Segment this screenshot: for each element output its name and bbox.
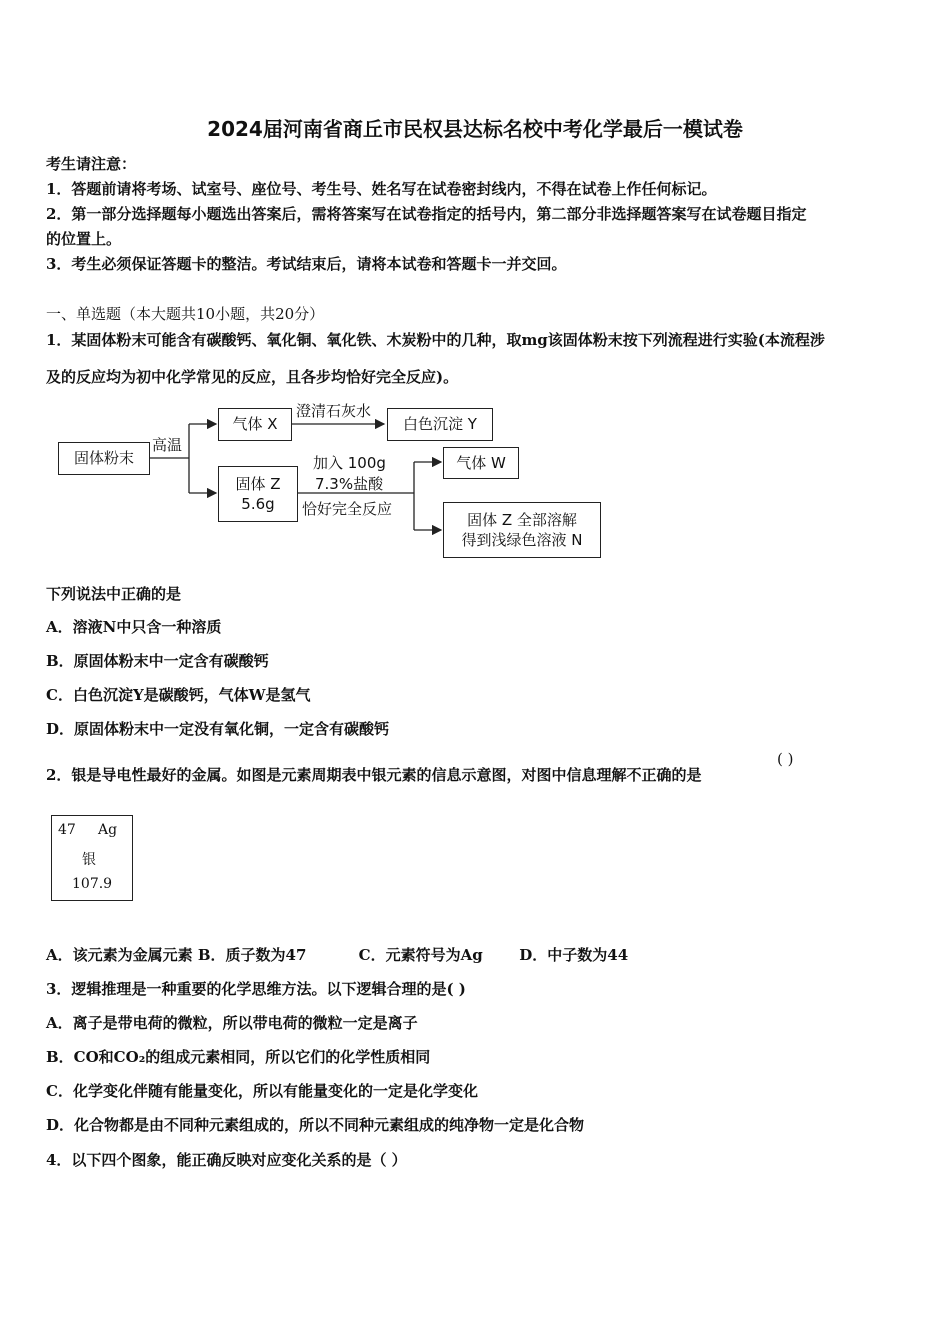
element-mass: 107.9 — [72, 876, 113, 892]
q1-option-b: B．原固体粉末中一定含有碳酸钙 — [46, 652, 269, 670]
flow-solution-n — [443, 502, 601, 558]
q2-answer-paren: ( ) — [777, 750, 794, 768]
page-title: 2024届河南省商丘市民权县达标名校中考化学最后一模试卷 — [207, 117, 743, 141]
notice-heading: 考生请注意： — [46, 155, 137, 173]
flow-gas-w: 气体 W — [443, 447, 519, 479]
q3-stem: 3．逻辑推理是一种重要的化学思维方法。以下逻辑合理的是( ) — [46, 980, 466, 998]
q3-option-d: D．化合物都是由不同种元素组成的，所以不同种元素组成的纯净物一定是化合物 — [46, 1116, 585, 1134]
q3-option-c: C．化学变化伴随有能量变化，所以有能量变化的一定是化学变化 — [46, 1082, 478, 1100]
element-card — [51, 815, 133, 901]
q2-stem: 2．银是导电性最好的金属。如图是元素周期表中银元素的信息示意图，对图中信息理解不正确的是 — [46, 766, 702, 784]
element-name: 银 — [82, 852, 96, 868]
solution-n-line2: 得到浅绿色溶液 N — [461, 531, 583, 549]
flow-acid-condition: 恰好完全反应 — [302, 500, 393, 518]
notice-item: 3．考生必须保证答题卡的整洁。考试结束后，请将本试卷和答题卡一并交回。 — [46, 255, 567, 273]
solid-z-label: 固体 Z — [235, 474, 281, 493]
flow-acid-concentration: 7.3%盐酸 — [315, 475, 384, 493]
element-symbol: Ag — [98, 822, 118, 838]
q2-options: A．该元素为金属元素 B．质子数为47 C．元素符号为Ag D．中子数为44 — [46, 946, 629, 964]
notice-item: 的位置上。 — [46, 230, 122, 248]
q1-stem-cont: 及的反应均为初中化学常见的反应，且各步均恰好完全反应)。 — [46, 368, 459, 386]
q3-option-a: A．离子是带电荷的微粒，所以带电荷的微粒一定是离子 — [46, 1014, 418, 1032]
q1-option-d: D．原固体粉末中一定没有氧化铜，一定含有碳酸钙 — [46, 720, 390, 738]
q1-option-c: C．白色沉淀Y是碳酸钙，气体W是氢气 — [46, 686, 311, 704]
flow-acid-amount: 加入 100g — [313, 454, 386, 472]
flow-solid-powder: 固体粉末 — [58, 442, 150, 475]
element-number: 47 — [58, 822, 76, 838]
q4-stem: 4．以下四个图象，能正确反映对应变化关系的是（ ） — [46, 1151, 407, 1169]
flow-gas-x: 气体 X — [218, 408, 292, 441]
flow-limewater-label: 澄清石灰水 — [296, 402, 372, 420]
flow-solid-z — [218, 466, 298, 522]
q3-option-b: B．CO和CO₂的组成元素相同，所以它们的化学性质相同 — [46, 1048, 431, 1066]
solution-n-line1: 固体 Z 全部溶解 — [467, 510, 577, 529]
q1-option-a: A．溶液N中只含一种溶质 — [46, 618, 222, 636]
solid-z-mass: 5.6g — [241, 495, 275, 513]
q1-question: 下列说法中正确的是 — [46, 585, 182, 603]
notice-item: 2．第一部分选择题每小题选出答案后，需将答案写在试卷指定的括号内，第二部分非选择题答案写在试卷题目指定 — [46, 205, 807, 223]
section-heading: 一、单选题（本大题共10小题，共20分） — [46, 305, 325, 323]
flow-precipitate-y: 白色沉淀 Y — [387, 408, 493, 441]
q1-stem: 1．某固体粉末可能含有碳酸钙、氧化铜、氧化铁、木炭粉中的几种，取mg该固体粉末按下列流程进行实验(本流程涉 — [46, 331, 825, 349]
flow-heat-label: 高温 — [152, 436, 183, 454]
notice-item: 1．答题前请将考场、试室号、座位号、考生号、姓名写在试卷密封线内，不得在试卷上作任何标记。 — [46, 180, 717, 198]
